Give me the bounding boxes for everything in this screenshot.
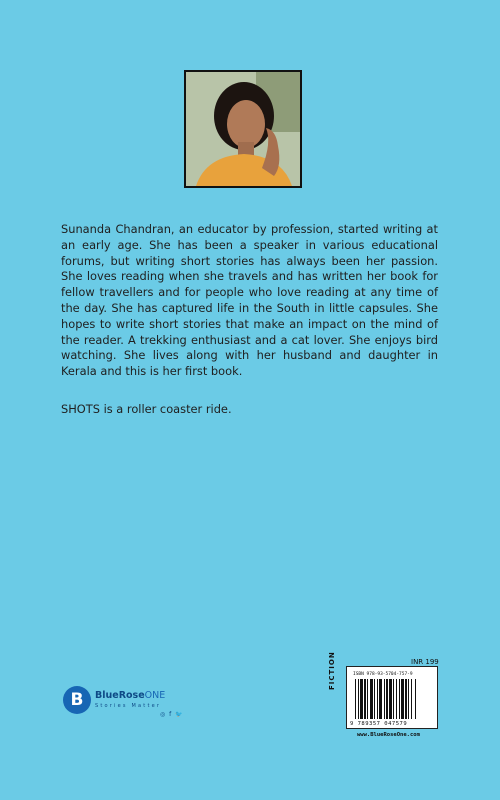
publisher-slogan: Stories Matter (95, 703, 162, 709)
isbn-digits: 9 789357 047579 (350, 721, 408, 727)
barcode-icon (355, 679, 431, 719)
author-portrait-icon (186, 72, 300, 186)
author-bio: Sunanda Chandran, an educator by profession, started writing at an early age. She has been a speaker in various educational forums, but writing short stories has always been her passion. She loves reading when she travels and has written her book for fellow travellers and for people who love reading at any time of the day. She has captured life in the South in little capsules. She hopes to write short stories that make an impact on the mind of the reader. A trekking enthusiast and a cat lover. She enjoys bird watching. She lives along with her husband and daughter in Kerala and this is her first book. (61, 222, 438, 379)
publisher-name: BlueRoseONE (95, 690, 166, 701)
genre-label: FICTION (328, 651, 336, 690)
publisher-website: www.BlueRoseOne.com (357, 732, 420, 738)
publisher-mark-icon: B (63, 686, 91, 714)
social-icons: ◎ f 🐦 (160, 711, 184, 718)
publisher-logo (63, 686, 203, 726)
price-label: INR 199 (411, 658, 439, 666)
author-photo (184, 70, 302, 188)
isbn-barcode (346, 666, 438, 729)
isbn-text: ISBN 978-93-5704-757-9 (353, 672, 413, 677)
book-tagline: SHOTS is a roller coaster ride. (61, 402, 232, 416)
